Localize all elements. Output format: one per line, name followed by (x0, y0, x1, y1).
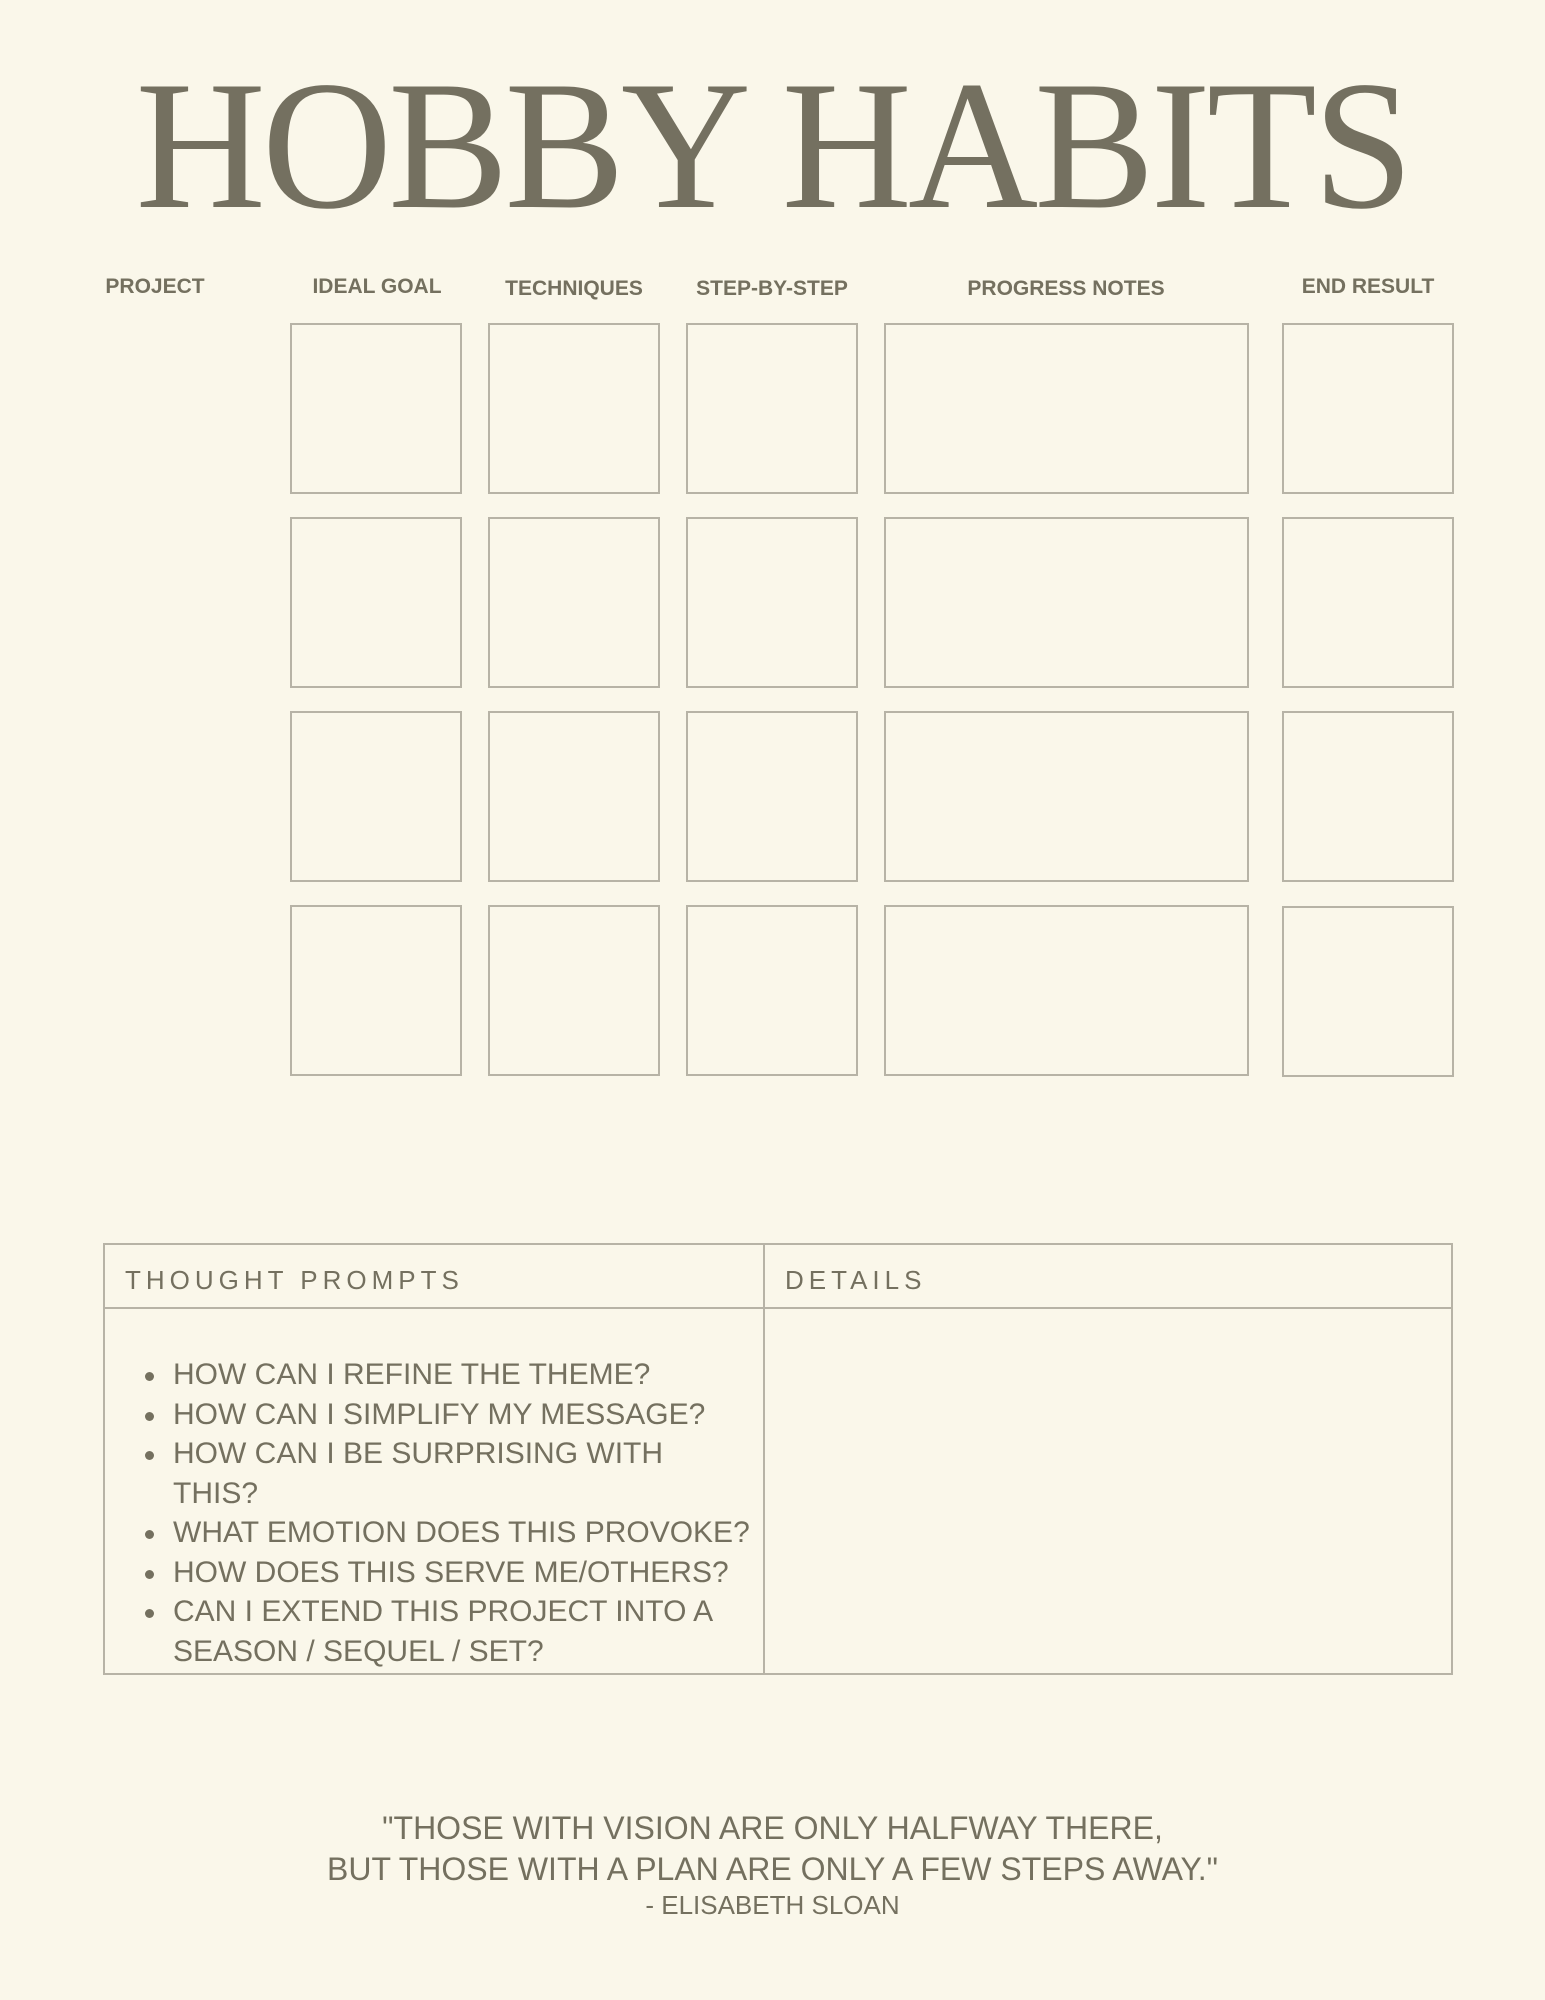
column-header-techniques: TECHNIQUES (505, 277, 643, 300)
techniques-box[interactable] (488, 905, 660, 1076)
prompt-text: WHAT EMOTION DOES THIS PROVOKE? (173, 1516, 750, 1549)
thought-prompts-heading: THOUGHT PROMPTS (125, 1265, 464, 1295)
end-result-box[interactable] (1282, 711, 1454, 882)
column-header-progress-notes: PROGRESS NOTES (967, 277, 1165, 300)
prompt-text: HOW CAN I REFINE THE THEME? (173, 1358, 651, 1391)
thought-prompts-list (173, 1355, 753, 1671)
techniques-box[interactable] (488, 517, 660, 688)
bullet-icon (145, 1530, 154, 1539)
page-title: HOBBY HABITS (135, 43, 1410, 247)
end-result-box[interactable] (1282, 906, 1454, 1077)
prompt-text: HOW CAN I SIMPLIFY MY MESSAGE? (173, 1397, 706, 1431)
quote-line-2: BUT THOSE WITH A PLAN ARE ONLY A FEW STEPS AWAY." (326, 1851, 1219, 1887)
bullet-icon (145, 1609, 154, 1618)
prompt-text: HOW CAN I BE SURPRISING WITH THIS? (173, 1437, 664, 1510)
quote-author: - ELISABETH SLOAN (645, 1890, 900, 1920)
prompt-text: CAN I EXTEND THIS PROJECT INTO A SEASON / SEQUEL / SET? (173, 1595, 712, 1668)
end-result-box[interactable] (1282, 517, 1454, 688)
step-by-step-box[interactable] (686, 323, 858, 494)
step-by-step-box[interactable] (686, 517, 858, 688)
ideal-goal-box[interactable] (290, 323, 462, 494)
quote-line-1: "THOSE WITH VISION ARE ONLY HALFWAY THERE, (382, 1810, 1163, 1846)
bullet-icon (145, 1372, 154, 1381)
list-item (173, 1553, 753, 1593)
end-result-box[interactable] (1282, 323, 1454, 494)
list-item (173, 1513, 753, 1553)
list-item (173, 1434, 753, 1513)
list-item (173, 1355, 753, 1395)
ideal-goal-box[interactable] (290, 711, 462, 882)
column-header-step-by-step: STEP-BY-STEP (696, 277, 848, 300)
ideal-goal-box[interactable] (290, 517, 462, 688)
prompts-table (103, 1243, 1453, 1675)
details-area[interactable] (765, 1309, 1451, 1673)
bullet-icon (145, 1570, 154, 1579)
techniques-box[interactable] (488, 323, 660, 494)
list-item (173, 1592, 753, 1671)
column-header-ideal-goal: IDEAL GOAL (312, 275, 442, 298)
progress-notes-box[interactable] (884, 323, 1249, 494)
progress-notes-box[interactable] (884, 905, 1249, 1076)
ideal-goal-box[interactable] (290, 905, 462, 1076)
progress-notes-box[interactable] (884, 517, 1249, 688)
list-item (173, 1395, 753, 1435)
column-header-end-result: END RESULT (1301, 275, 1435, 298)
prompt-text: HOW DOES THIS SERVE ME/OTHERS? (173, 1555, 729, 1589)
column-header-project: PROJECT (105, 275, 205, 298)
step-by-step-box[interactable] (686, 711, 858, 882)
techniques-box[interactable] (488, 711, 660, 882)
progress-notes-box[interactable] (884, 711, 1249, 882)
step-by-step-box[interactable] (686, 905, 858, 1076)
details-heading: DETAILS (785, 1265, 927, 1295)
bullet-icon (145, 1412, 154, 1421)
bullet-icon (145, 1451, 154, 1460)
